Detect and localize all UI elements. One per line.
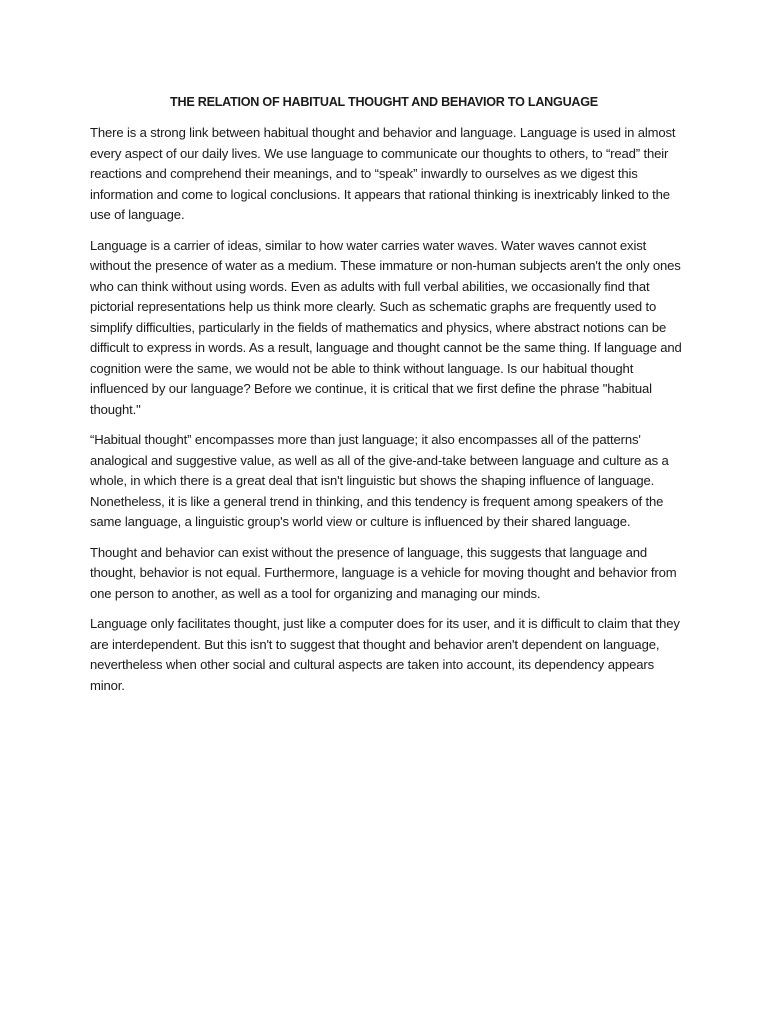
paragraph-4: Thought and behavior can exist without the presence of language, this suggests that language and thought, behavior is not equal. Furthermore, language is a vehicle for moving thought and behavior from one person to another, as well as a tool for organizing and managing our minds. bbox=[90, 544, 677, 601]
paragraph-2: Language is a carrier of ideas, similar to how water carries water waves. Water waves cannot exist without the presence of water as a medium. These immature or non-human subjects aren't the only ones who can think without using words. Even as adults with full verbal abilities, we occasionally find that pictorial representations help us think more clearly. Such as schematic graphs are frequently used to simplify difficulties, particularly in the fields of mathematics and physics, where abstract notions can be difficult to express in words. As a result, language and thought cannot be the same thing. If language and cognition were the same, we would not be able to think without language. Is our habitual thought influenced by our language? Before we continue, it is critical that we first define the phrase "habitual thought." bbox=[90, 237, 682, 417]
paragraph-3: “Habitual thought” encompasses more than just language; it also encompasses all of the patterns' analogical and suggestive value, as well as all of the give-and-take between language and culture as a whole, in which there is a great deal that isn't linguistic but shows the shaping influence of language. Nonetheless, it is like a general trend in thinking, and this tendency is frequent among speakers of the same language, a linguistic group's world view or culture is influenced by their shared language. bbox=[90, 432, 669, 529]
document-title: THE RELATION OF HABITUAL THOUGHT AND BEHAVIOR TO LANGUAGE bbox=[170, 95, 598, 109]
paragraph-1: There is a strong link between habitual thought and behavior and language. Language is used in almost every aspect of our daily lives. We use language to communicate our thoughts to others, to “read” their reactions and comprehend their meanings, and to “speak” inwardly to ourselves as we digest this information and come to logical conclusions. It appears that rational thinking is inextricably linked to the use of language. bbox=[90, 125, 676, 222]
document-body bbox=[90, 123, 682, 706]
paragraph-5: Language only facilitates thought, just like a computer does for its user, and it is difficult to claim that they are interdependent. But this isn't to suggest that thought and behavior aren't dependent on language, nevertheless when other social and cultural aspects are taken into account, its dependency appears minor. bbox=[90, 616, 680, 693]
